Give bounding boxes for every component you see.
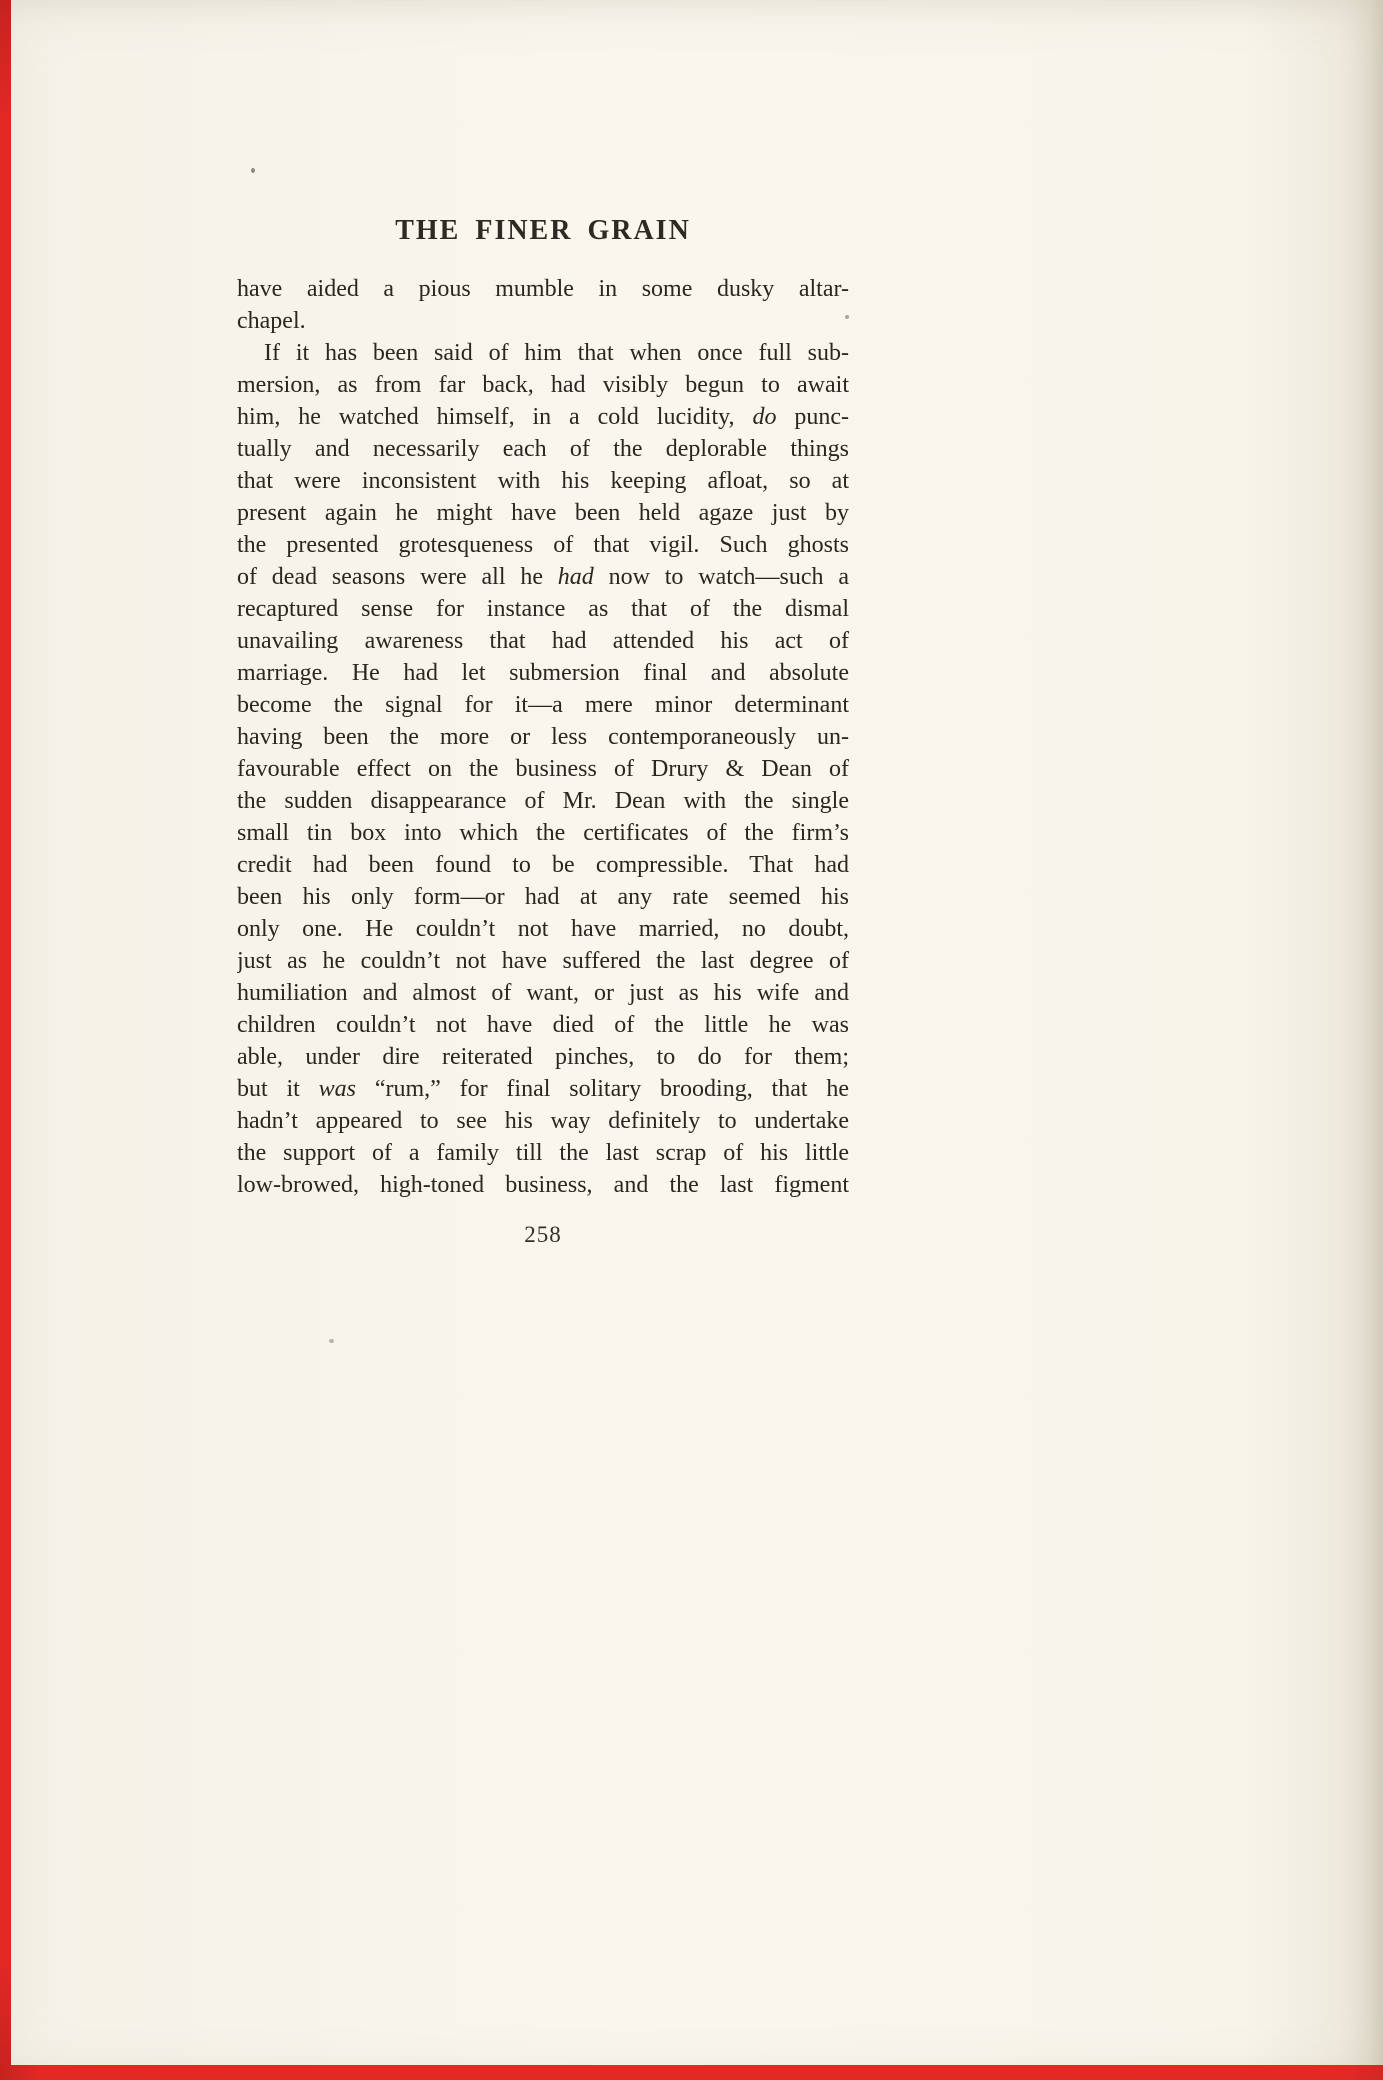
text-line: the support of a family till the last scrap of his little [237, 1140, 849, 1166]
text-line: recaptured sense for instance as that of the dismal [237, 596, 849, 622]
text-line: of dead seasons were all he had now to watch—such a [237, 564, 849, 590]
text-line: able, under dire reiterated pinches, to do for them; [237, 1044, 849, 1070]
paragraph [237, 273, 849, 337]
paragraph [237, 337, 849, 1201]
text-line: unavailing awareness that had attended his act of [237, 628, 849, 654]
text-line: If it has been said of him that when once full sub- [264, 340, 849, 366]
text-line: small tin box into which the certificates of the firm’s [237, 820, 849, 846]
text-line: the presented grotesqueness of that vigil. Such ghosts [237, 532, 849, 558]
text-line: been his only form—or had at any rate seemed his [237, 884, 849, 910]
text-line: him, he watched himself, in a cold lucidity, do punc- [237, 404, 849, 430]
text-line: only one. He couldn’t not have married, no doubt, [237, 916, 849, 942]
text-line: mersion, as from far back, had visibly begun to await [237, 372, 849, 398]
text-line: favourable effect on the business of Drury & Dean of [237, 756, 849, 782]
text-line: chapel. [237, 308, 306, 334]
page-body [237, 273, 849, 1201]
text-line: but it was “rum,” for final solitary brooding, that he [237, 1076, 849, 1102]
page-title: THE FINER GRAIN [395, 215, 691, 246]
text-line: humiliation and almost of want, or just as his wife and [237, 980, 849, 1006]
text-line: tually and necessarily each of the deplorable things [237, 436, 849, 462]
book-edge-left-red [0, 0, 11, 2080]
text-line: credit had been found to be compressible. That had [237, 852, 849, 878]
scan-speck [251, 168, 255, 173]
text-line: having been the more or less contemporaneously un- [237, 724, 849, 750]
text-line: present again he might have been held agaze just by [237, 500, 849, 526]
text-block [237, 214, 849, 1248]
text-line: have aided a pious mumble in some dusky altar- [237, 276, 849, 302]
text-line: low-browed, high-toned business, and the last figment [237, 1172, 849, 1198]
text-line: just as he couldn’t not have suffered the last degree of [237, 948, 849, 974]
text-line: hadn’t appeared to see his way definitely to undertake [237, 1108, 849, 1134]
page-number: 258 [524, 1222, 562, 1247]
text-line: become the signal for it—a mere minor determinant [237, 692, 849, 718]
text-line: marriage. He had let submersion final and absolute [237, 660, 849, 686]
text-line: children couldn’t not have died of the little he was [237, 1012, 849, 1038]
text-line: that were inconsistent with his keeping afloat, so at [237, 468, 849, 494]
text-line: the sudden disappearance of Mr. Dean with the single [237, 788, 849, 814]
book-edge-bottom-red [0, 2065, 1383, 2080]
scan-speck [329, 1339, 334, 1343]
